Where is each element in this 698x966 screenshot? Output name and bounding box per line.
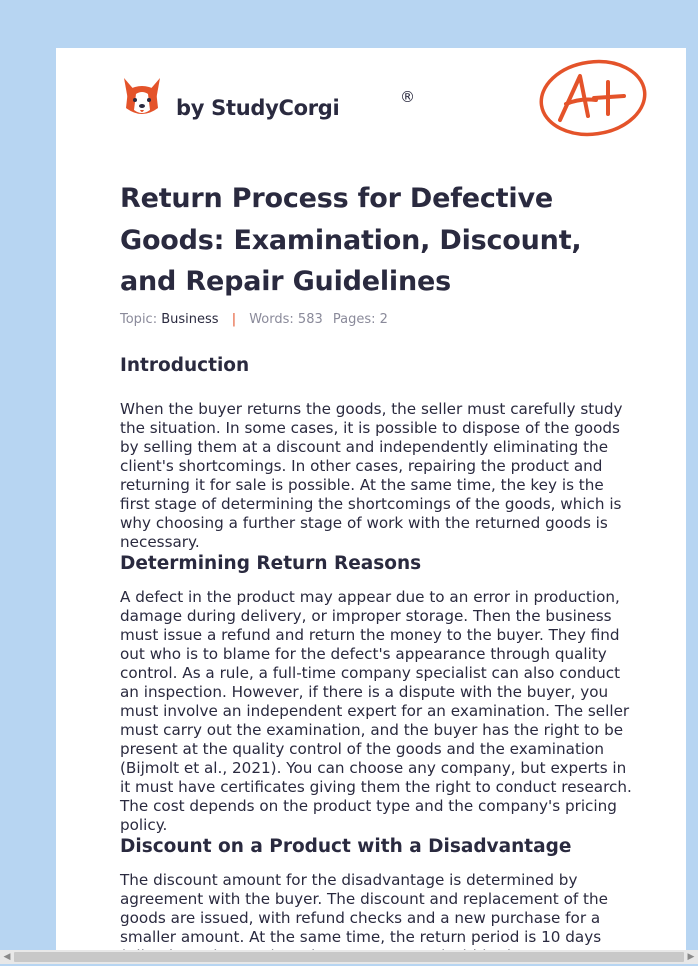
page-count: Pages: 2 — [332, 312, 388, 327]
section-text-introduction: When the buyer returns the goods, the seller must carefully study the situation. In some cases, it is possible to dispose of the goods by selling them at a discount and independently eliminating the client's shortcomings. In other cases, repairing the product and returning it for sale is possible. At the same time, the key is the first stage of determining the shortcomings of the goods, which is why choosing a further stage of work with the returned goods is necessary. — [120, 400, 623, 551]
a-plus-icon — [536, 58, 648, 142]
document-page — [56, 48, 686, 950]
horizontal-scrollbar[interactable] — [0, 950, 698, 964]
section-heading-return-reasons: Determining Return Reasons — [120, 553, 422, 574]
scrollbar-thumb[interactable] — [14, 952, 684, 962]
document-body — [120, 354, 635, 966]
section-text-return-reasons: A defect in the product may appear due to an error in production, damage during delivery, or improper storage. Then the business must issue a refund and return the money to the buyer. They find out who is to blame for the defect's appearance through quality control. As a rule, a full-time company specialist can also conduct an inspection. However, if there is a dispute with the buyer, you must involve an independent expert for an examination. The seller must carry out the examination, and the buyer has the right to be present at the quality control of the goods and the examination (Bijmolt et al., 2021). You can choose any company, but experts in it must have certificates giving them the right to conduct research. The cost depends on the product type and the company's pricing policy. — [120, 588, 632, 834]
document-meta — [120, 312, 388, 327]
scroll-right-icon[interactable]: ▶ — [687, 952, 695, 962]
corgi-icon — [122, 76, 162, 120]
topic-link[interactable]: Business — [161, 312, 219, 327]
scroll-left-icon[interactable]: ◀ — [3, 952, 11, 962]
grade-badge — [536, 58, 648, 146]
word-count: Words: 583 — [249, 312, 323, 327]
brand-name — [176, 88, 415, 120]
registered-mark: ® — [400, 88, 415, 106]
brand-name-text: by StudyCorgi — [176, 96, 340, 120]
section-text-discount: The discount amount for the disadvantage is determined by agreement with the buyer. The discount and replacement of the goods are issued, with refund checks and a new purchase for a smaller amount. At the same time, the return period is 10 days — [120, 871, 608, 946]
meta-separator: | — [231, 312, 237, 327]
page-title: Return Process for Defective Goods: Examination, Discount, and Repair Guidelines — [120, 183, 582, 297]
section-heading-discount: Discount on a Product with a Disadvantage — [120, 836, 572, 857]
topic-label: Topic: — [120, 312, 158, 327]
section-heading-introduction: Introduction — [120, 355, 250, 376]
